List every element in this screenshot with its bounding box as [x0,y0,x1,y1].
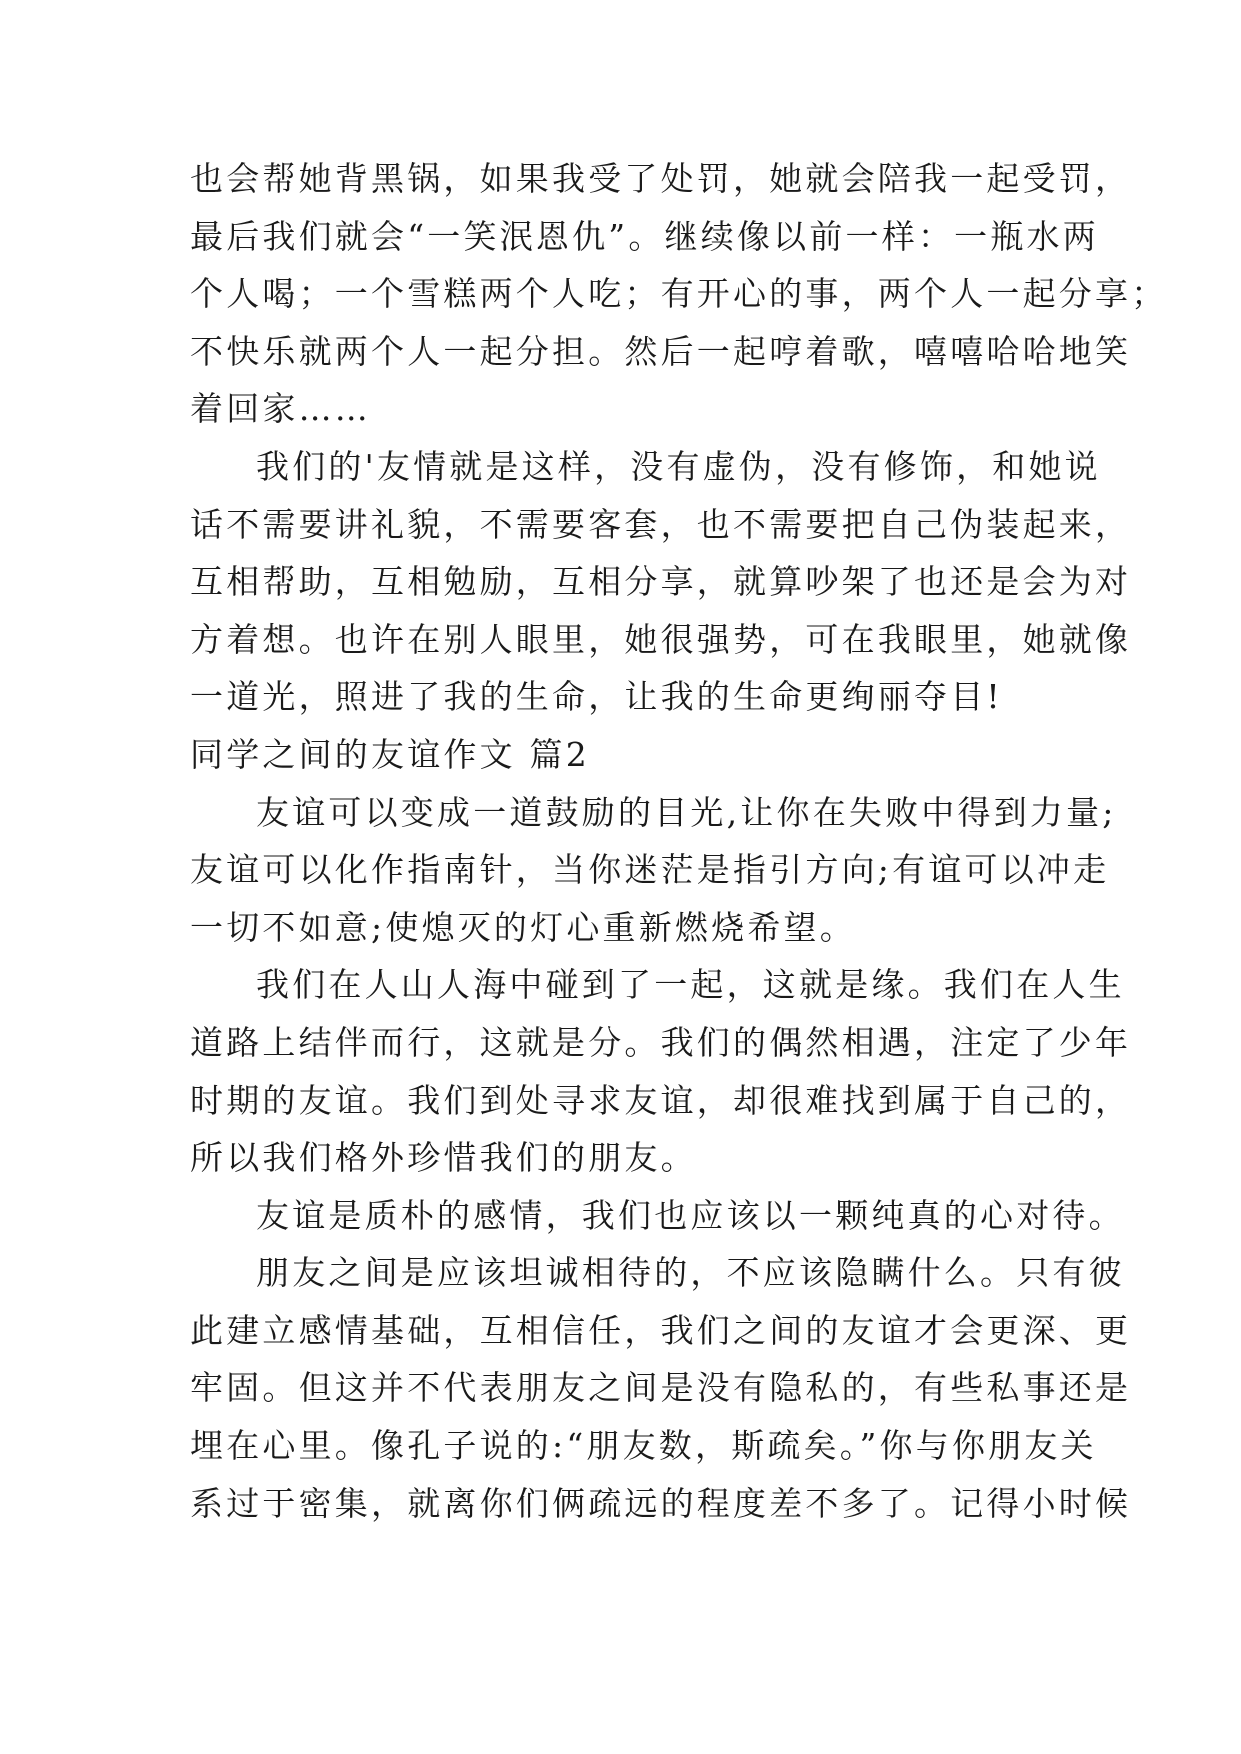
paragraph-first-line: 我们的'友情就是这样，没有虚伪，没有修饰，和她说 [256,446,1101,486]
text-line: 一道光，照进了我的生命，让我的生命更绚丽夺目! [190,677,1003,717]
text-line: 也会帮她背黑锅，如果我受了处罚，她就会陪我一起受罚， [190,159,1132,198]
text-line: 一切不如意;使熄灭的灯心重新燃烧希望。 [190,907,856,947]
text-line: 所以我们格外珍惜我们的朋友。 [190,1138,697,1178]
paragraph-first-line: 友谊是质朴的感情，我们也应该以一颗纯真的心对待。 [256,1195,1125,1235]
text-line: 个人喝；一个雪糕两个人吃；有开心的事，两个人一起分享； [190,274,1168,314]
text-line: 牢固。但这并不代表朋友之间是没有隐私的，有些私事还是 [190,1368,1132,1408]
text-line: 友谊可以化作指南针，当你迷茫是指引方向;有谊可以冲走 [190,850,1110,890]
paragraph-first-line: 我们在人山人海中碰到了一起，这就是缘。我们在人生 [256,965,1125,1005]
text-line: 道路上结伴而行，这就是分。我们的偶然相遇，注定了少年 [190,1022,1132,1062]
text-line: 着回家…… [190,389,371,429]
text-line: 方着想。也许在别人眼里，她很强势，可在我眼里，她就像 [190,619,1132,659]
paragraph-first-line: 朋友之间是应该坦诚相待的，不应该隐瞒什么。只有彼 [256,1253,1125,1293]
paragraph-first-line: 友谊可以变成一道鼓励的目光,让你在失败中得到力量; [256,792,1117,832]
text-line: 不快乐就两个人一起分担。然后一起哼着歌，嘻嘻哈哈地笑 [190,331,1132,371]
text-line: 最后我们就会“一笑泯恩仇”。继续像以前一样：一瓶水两 [190,216,1099,256]
text-line: 系过于密集，就离你们俩疏远的程度差不多了。记得小时候 [190,1483,1132,1523]
text-line: 话不需要讲礼貌，不需要客套，也不需要把自己伪装起来， [190,504,1132,544]
section-heading: 同学之间的友谊作文 篇2 [190,734,590,774]
text-line: 时期的友谊。我们到处寻求友谊，却很难找到属于自己的， [190,1080,1132,1120]
document-body [190,150,1168,1532]
text-line: 埋在心里。像孔子说的:“朋友数，斯疏矣。”你与你朋友关 [190,1426,1097,1466]
text-line: 互相帮助，互相勉励，互相分享，就算吵架了也还是会为对 [190,562,1132,602]
text-line: 此建立感情基础，互相信任，我们之间的友谊才会更深、更 [190,1310,1132,1350]
